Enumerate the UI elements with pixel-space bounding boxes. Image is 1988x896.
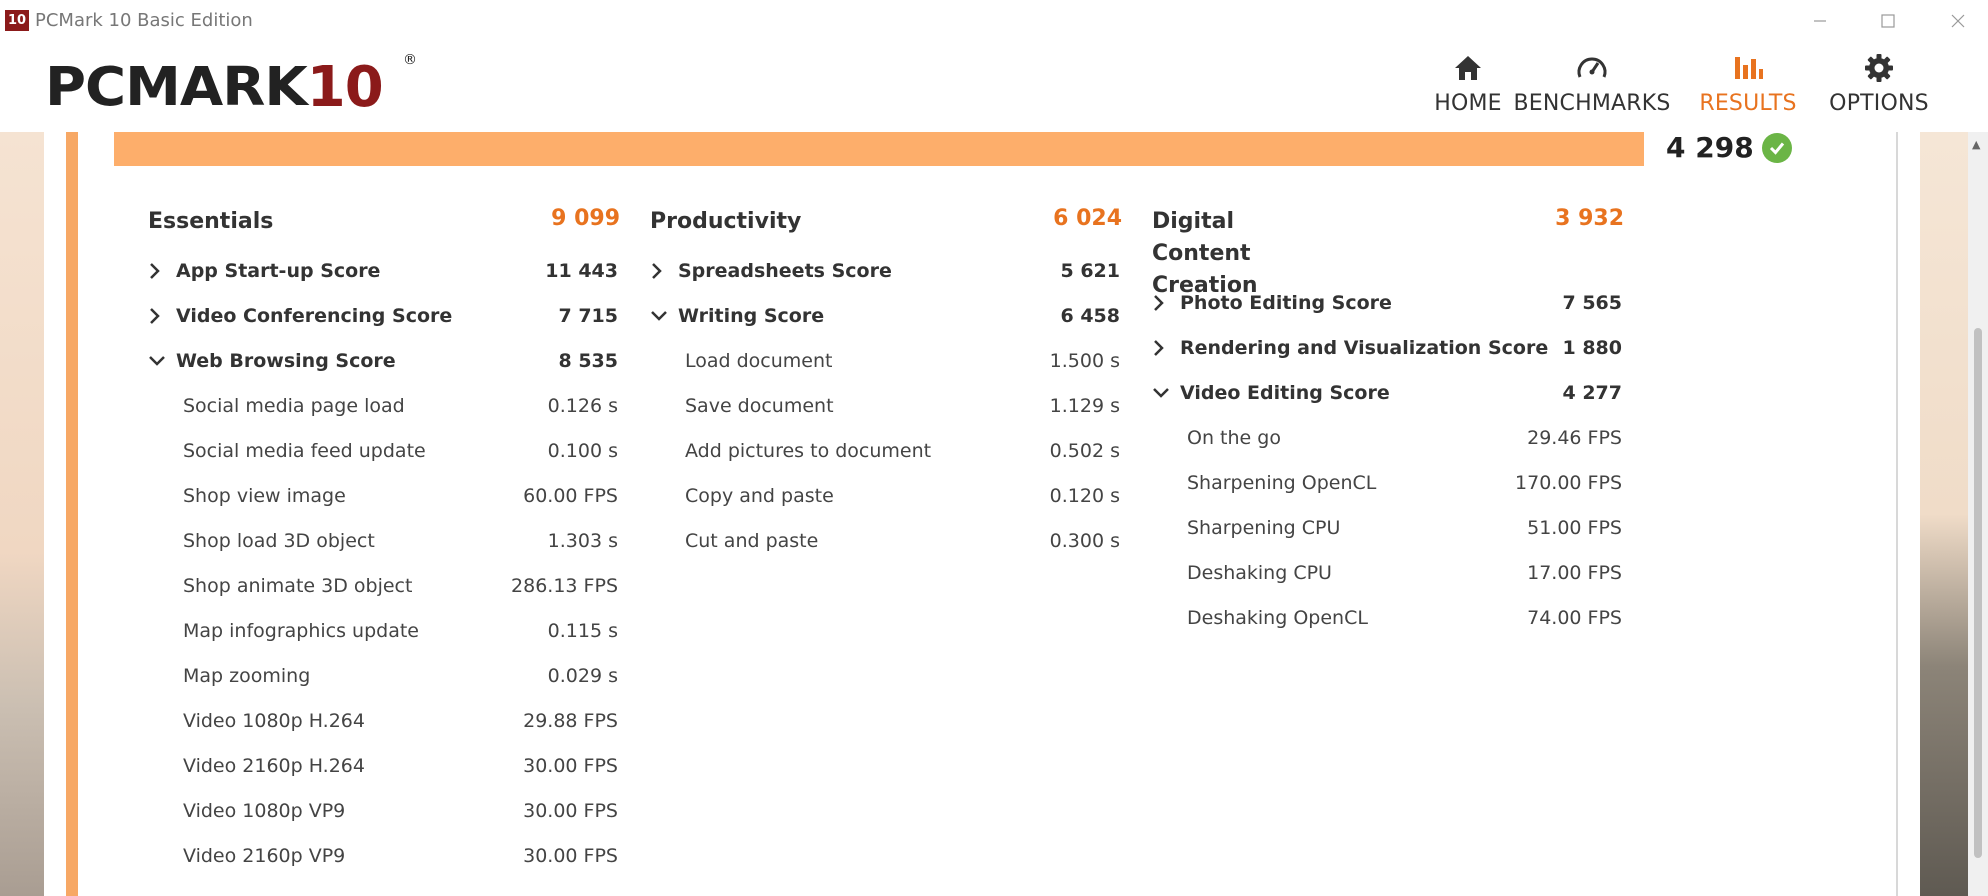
app-header xyxy=(0,42,1988,132)
check-circle-icon xyxy=(1762,133,1792,163)
metric-value: 30.00 FPS xyxy=(523,845,618,867)
metric-value: 51.00 FPS xyxy=(1527,517,1622,539)
metric-row xyxy=(650,430,1122,475)
metric-label: Video 2160p VP9 xyxy=(183,845,346,867)
essentials-column xyxy=(148,200,620,880)
metric-row xyxy=(650,475,1122,520)
sub-score-label: Video Conferencing Score xyxy=(176,305,453,327)
result-accent-rail xyxy=(66,132,78,896)
metric-label: Map zooming xyxy=(183,665,311,687)
chevron-right-icon[interactable] xyxy=(148,260,166,282)
nav-home-label: HOME xyxy=(1434,91,1502,116)
sub-score-label: Web Browsing Score xyxy=(176,350,396,372)
metric-value: 29.88 FPS xyxy=(523,710,618,732)
sub-score-value: 1 880 xyxy=(1562,337,1622,359)
metric-value: 1.129 s xyxy=(1049,395,1120,417)
metric-label: Cut and paste xyxy=(685,530,819,552)
nav-home[interactable] xyxy=(1410,50,1526,125)
web-browsing-score-row[interactable] xyxy=(148,340,620,385)
metric-label: On the go xyxy=(1187,427,1281,449)
metric-value: 0.115 s xyxy=(547,620,618,642)
metric-row xyxy=(1152,462,1624,507)
sub-score-label: Rendering and Visualization Score xyxy=(1180,337,1549,359)
metric-label: Shop animate 3D object xyxy=(183,575,413,597)
maximize-icon xyxy=(1880,13,1896,29)
chevron-right-icon[interactable] xyxy=(148,305,166,327)
overall-score-bar xyxy=(114,132,1644,166)
metric-row xyxy=(148,745,620,790)
photo-editing-score-row[interactable] xyxy=(1152,282,1624,327)
metric-value: 60.00 FPS xyxy=(523,485,618,507)
sub-score-label: Writing Score xyxy=(678,305,825,327)
chevron-right-icon[interactable] xyxy=(650,260,668,282)
metric-row xyxy=(148,790,620,835)
minimize-button[interactable] xyxy=(1800,6,1840,36)
metric-label: Sharpening CPU xyxy=(1187,517,1341,539)
chevron-down-icon[interactable] xyxy=(650,305,668,327)
video-editing-score-row[interactable] xyxy=(1152,372,1624,417)
essentials-header xyxy=(148,200,620,250)
digital-content-creation-header xyxy=(1152,200,1624,298)
title-bar xyxy=(0,0,1988,42)
background-city-left xyxy=(0,132,44,896)
metric-row xyxy=(148,700,620,745)
chevron-down-icon[interactable] xyxy=(148,350,166,372)
metric-value: 1.303 s xyxy=(547,530,618,552)
metric-row xyxy=(148,610,620,655)
scroll-up-arrow-icon[interactable]: ▲ xyxy=(1972,138,1981,151)
metric-label: Shop view image xyxy=(183,485,346,507)
digital-content-creation-title: Digital Content Creation xyxy=(1152,209,1258,298)
sub-score-value: 11 443 xyxy=(545,260,618,282)
registered-mark: ® xyxy=(403,52,416,68)
vertical-scrollbar[interactable] xyxy=(1968,132,1988,896)
metric-value: 30.00 FPS xyxy=(523,755,618,777)
metric-row xyxy=(650,385,1122,430)
digital-content-creation-column xyxy=(1152,200,1624,642)
sub-score-label: App Start-up Score xyxy=(176,260,381,282)
metric-value: 0.502 s xyxy=(1049,440,1120,462)
metric-value: 1.500 s xyxy=(1049,350,1120,372)
sub-score-value: 7 715 xyxy=(558,305,618,327)
metric-row xyxy=(1152,597,1624,642)
nav-benchmarks[interactable] xyxy=(1513,50,1671,125)
metric-row xyxy=(1152,417,1624,462)
spreadsheets-score-row[interactable] xyxy=(650,250,1122,295)
background-city-right xyxy=(1920,132,1968,896)
scrollbar-thumb[interactable] xyxy=(1974,328,1982,858)
sub-score-value: 5 621 xyxy=(1060,260,1120,282)
essentials-title: Essentials xyxy=(148,209,274,234)
bar-chart-icon xyxy=(1732,50,1764,86)
metric-label: Social media feed update xyxy=(183,440,426,462)
logo-number: 10 xyxy=(306,55,383,120)
metric-row xyxy=(148,385,620,430)
metric-value: 0.300 s xyxy=(1049,530,1120,552)
metric-label: Shop load 3D object xyxy=(183,530,375,552)
pcmark-logo xyxy=(45,52,416,120)
home-icon xyxy=(1452,50,1484,86)
nav-options[interactable] xyxy=(1826,50,1932,125)
metric-label: Social media page load xyxy=(183,395,405,417)
metric-row xyxy=(1152,552,1624,597)
digital-content-creation-score: 3 932 xyxy=(1555,206,1624,231)
nav-options-label: OPTIONS xyxy=(1829,91,1929,116)
app-startup-score-row[interactable] xyxy=(148,250,620,295)
metric-row xyxy=(148,520,620,565)
sub-score-value: 7 565 xyxy=(1562,292,1622,314)
metric-label: Load document xyxy=(685,350,833,372)
video-conferencing-score-row[interactable] xyxy=(148,295,620,340)
chevron-right-icon[interactable] xyxy=(1152,292,1170,314)
metric-value: 286.13 FPS xyxy=(511,575,618,597)
metric-value: 0.120 s xyxy=(1049,485,1120,507)
metric-label: Deshaking CPU xyxy=(1187,562,1332,584)
logo-text: PCMARK xyxy=(45,56,307,119)
chevron-down-icon[interactable] xyxy=(1152,382,1170,404)
productivity-header xyxy=(650,200,1122,250)
metric-value: 74.00 FPS xyxy=(1527,607,1622,629)
nav-benchmarks-label: BENCHMARKS xyxy=(1513,91,1671,116)
overall-score-value: 4 298 xyxy=(1666,131,1754,164)
sub-score-label: Photo Editing Score xyxy=(1180,292,1392,314)
metric-row xyxy=(650,340,1122,385)
sub-score-label: Video Editing Score xyxy=(1180,382,1390,404)
app-icon: 10 xyxy=(5,10,29,31)
metric-row xyxy=(1152,507,1624,552)
nav-results-label: RESULTS xyxy=(1699,91,1797,116)
minimize-icon xyxy=(1812,13,1828,29)
chevron-right-icon[interactable] xyxy=(1152,337,1170,359)
metric-value: 17.00 FPS xyxy=(1527,562,1622,584)
sub-score-value: 8 535 xyxy=(558,350,618,372)
metric-value: 29.46 FPS xyxy=(1527,427,1622,449)
metric-label: Add pictures to document xyxy=(685,440,932,462)
window-title: PCMark 10 Basic Edition xyxy=(35,10,253,31)
metric-value: 0.029 s xyxy=(547,665,618,687)
writing-score-row[interactable] xyxy=(650,295,1122,340)
productivity-title: Productivity xyxy=(650,209,802,234)
metric-value: 0.126 s xyxy=(547,395,618,417)
metric-row xyxy=(148,565,620,610)
metric-label: Sharpening OpenCL xyxy=(1187,472,1377,494)
productivity-score: 6 024 xyxy=(1053,206,1122,231)
metric-value: 30.00 FPS xyxy=(523,800,618,822)
metric-label: Map infographics update xyxy=(183,620,419,642)
productivity-column xyxy=(650,200,1122,565)
metric-label: Video 2160p H.264 xyxy=(183,755,365,777)
metric-label: Video 1080p H.264 xyxy=(183,710,365,732)
metric-row xyxy=(148,655,620,700)
close-icon xyxy=(1950,13,1966,29)
sub-score-value: 6 458 xyxy=(1060,305,1120,327)
metric-label: Copy and paste xyxy=(685,485,834,507)
metric-row xyxy=(650,520,1122,565)
sub-score-label: Spreadsheets Score xyxy=(678,260,892,282)
metric-value: 170.00 FPS xyxy=(1515,472,1622,494)
essentials-score: 9 099 xyxy=(551,206,620,231)
metric-label: Video 1080p VP9 xyxy=(183,800,346,822)
metric-row xyxy=(148,475,620,520)
gear-icon xyxy=(1864,50,1894,86)
rendering-visualization-score-row[interactable] xyxy=(1152,327,1624,372)
maximize-button[interactable] xyxy=(1868,6,1908,36)
metric-value: 0.100 s xyxy=(547,440,618,462)
metric-row xyxy=(148,430,620,475)
nav-results[interactable] xyxy=(1696,50,1800,125)
speedometer-icon xyxy=(1575,50,1609,86)
close-button[interactable] xyxy=(1938,6,1978,36)
metric-label: Save document xyxy=(685,395,834,417)
overall-score xyxy=(1666,131,1792,164)
sub-score-value: 4 277 xyxy=(1562,382,1622,404)
metric-label: Deshaking OpenCL xyxy=(1187,607,1368,629)
metric-row xyxy=(148,835,620,880)
